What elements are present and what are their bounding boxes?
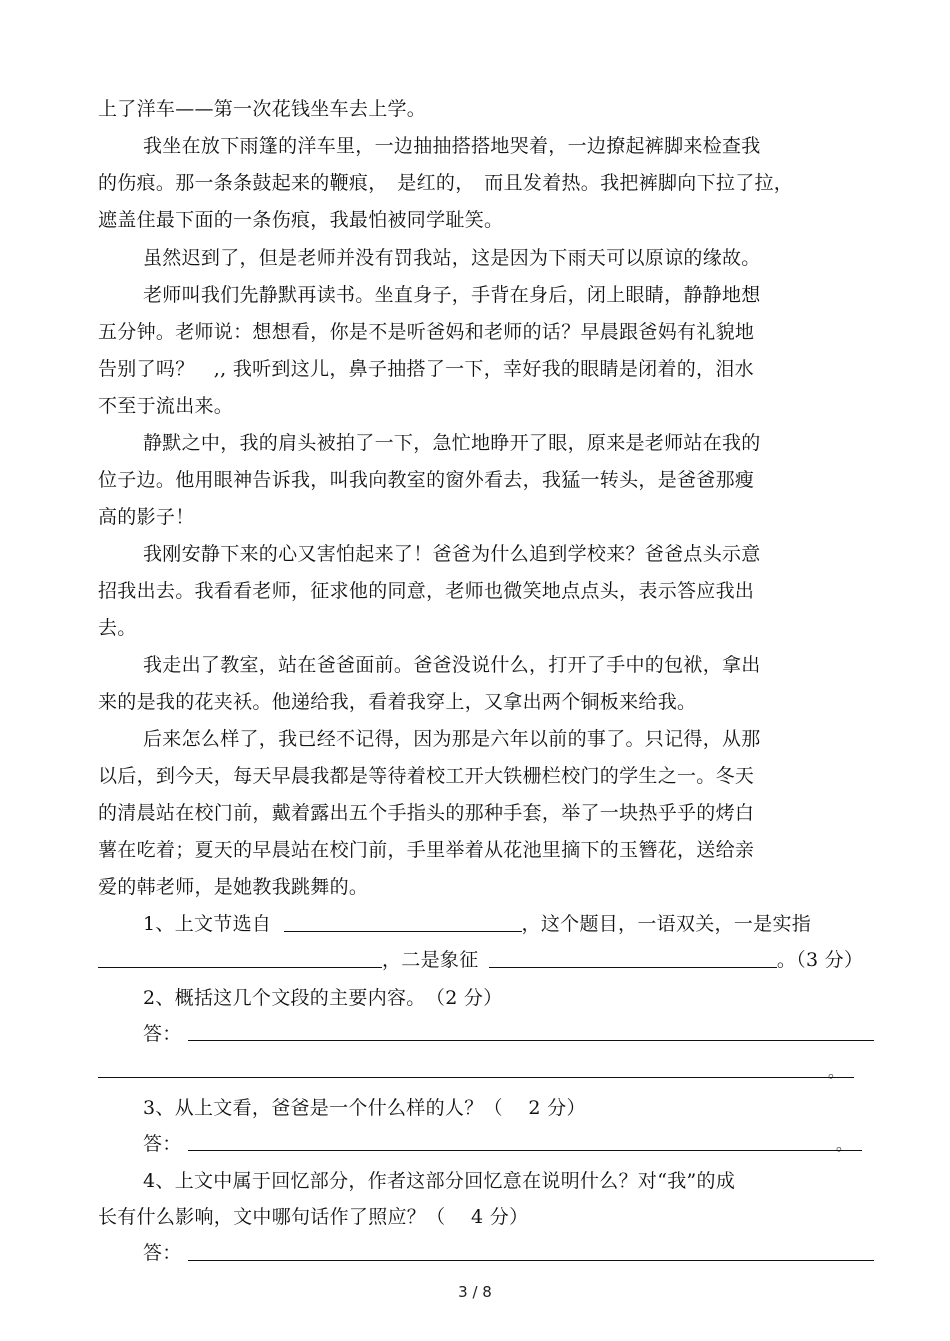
passage-line: 老师叫我们先静默再读书。坐直身子，手背在身后，闭上眼睛，静静地想 xyxy=(143,284,761,306)
passage-line: 告别了吗？ ,, 我听到这儿，鼻子抽搭了一下，幸好我的眼睛是闭着的，泪水 xyxy=(98,358,754,380)
question-1-score: 。（3 分） xyxy=(776,949,864,971)
passage-line: 静默之中，我的肩头被拍了一下，急忙地睁开了眼，原来是老师站在我的 xyxy=(143,432,761,454)
passage-line: 高的影子！ xyxy=(98,506,195,528)
passage-line: 我走出了教室，站在爸爸面前。爸爸没说什么，打开了手中的包袱，拿出 xyxy=(143,654,761,676)
question-2-period: 。 xyxy=(828,1062,845,1081)
question-2-text: 2、概括这几个文段的主要内容。 （2 分） xyxy=(143,987,503,1009)
passage-line: 位子边。他用眼神告诉我，叫我向教室的窗外看去，我猛一转头，是爸爸那瘦 xyxy=(98,469,755,491)
passage-line: 去。 xyxy=(98,617,137,639)
question-1-blank-title[interactable] xyxy=(284,912,522,932)
passage-line: 后来怎么样了，我已经不记得，因为那是六年以前的事了。只记得，从那 xyxy=(143,728,761,750)
question-2-answer-label: 答： xyxy=(143,1023,182,1045)
passage-line: 招我出去。我看看老师，征求他的同意，老师也微笑地点点头，表示答应我出 xyxy=(98,580,755,602)
question-1-blank-symbol[interactable] xyxy=(489,948,777,968)
question-3-period: 。 xyxy=(836,1135,853,1154)
passage-line: 以后，到今天，每天早晨我都是等待着校工开大铁栅栏校门的学生之一。冬天 xyxy=(98,765,755,787)
passage-line: 爱的韩老师，是她教我跳舞的。 xyxy=(98,876,369,898)
question-1-symbol-label: ，二是象征 xyxy=(382,949,479,971)
question-4-answer-line[interactable] xyxy=(188,1260,874,1261)
question-1-line-2 xyxy=(98,948,863,972)
question-3-answer-label: 答： xyxy=(143,1133,182,1155)
question-4-line-2: 长有什么影响，文中哪句话作了照应？（ 4 分） xyxy=(98,1206,529,1228)
passage-line: 遮盖住最下面的一条伤痕，我最怕被同学耻笑。 xyxy=(98,209,504,231)
question-4-line-1: 4、上文中属于回忆部分，作者这部分回忆意在说明什么？对“我”的成 xyxy=(143,1170,736,1192)
question-3-text: 3、从上文看，爸爸是一个什么样的人？（ 2 分） xyxy=(143,1097,586,1119)
passage-line: 我刚安静下来的心又害怕起来了！爸爸为什么追到学校来？爸爸点头示意 xyxy=(143,543,761,565)
question-4-answer-label: 答： xyxy=(143,1242,182,1264)
passage-line: 的伤痕。那一条条鼓起来的鞭痕， 是红的， 而且发着热。我把裤脚向下拉了拉， xyxy=(98,172,794,194)
passage-line: 来的是我的花夹袄。他递给我，看着我穿上，又拿出两个铜板来给我。 xyxy=(98,691,697,713)
question-2-answer-line-2[interactable] xyxy=(98,1077,854,1078)
page-number: 3 / 8 xyxy=(458,1283,492,1301)
question-3-answer-line[interactable] xyxy=(188,1150,862,1151)
passage-line: 上了洋车——第一次花钱坐车去上学。 xyxy=(98,98,427,120)
question-1-blank-literal[interactable] xyxy=(98,948,382,968)
passage-line: 我坐在放下雨篷的洋车里，一边抽抽搭搭地哭着，一边撩起裤脚来检查我 xyxy=(143,135,761,157)
question-1-mid: ，这个题目，一语双关，一是实指 xyxy=(521,913,812,935)
passage-line: 的清晨站在校门前，戴着露出五个手指头的那种手套，举了一块热乎乎的烤白 xyxy=(98,802,755,824)
passage-line: 虽然迟到了，但是老师并没有罚我站，这是因为下雨天可以原谅的缘故。 xyxy=(143,247,761,269)
question-1-line-1 xyxy=(143,912,811,936)
question-1-prefix: 1、上文节选自 xyxy=(143,913,272,935)
passage-line: 不至于流出来。 xyxy=(98,395,234,417)
passage-line: 五分钟。老师说：想想看，你是不是听爸妈和老师的话？早晨跟爸妈有礼貌地 xyxy=(98,321,755,343)
passage-line: 薯在吃着；夏天的早晨站在校门前，手里举着从花池里摘下的玉簪花，送给亲 xyxy=(98,839,755,861)
question-2-answer-line-1[interactable] xyxy=(188,1040,874,1041)
